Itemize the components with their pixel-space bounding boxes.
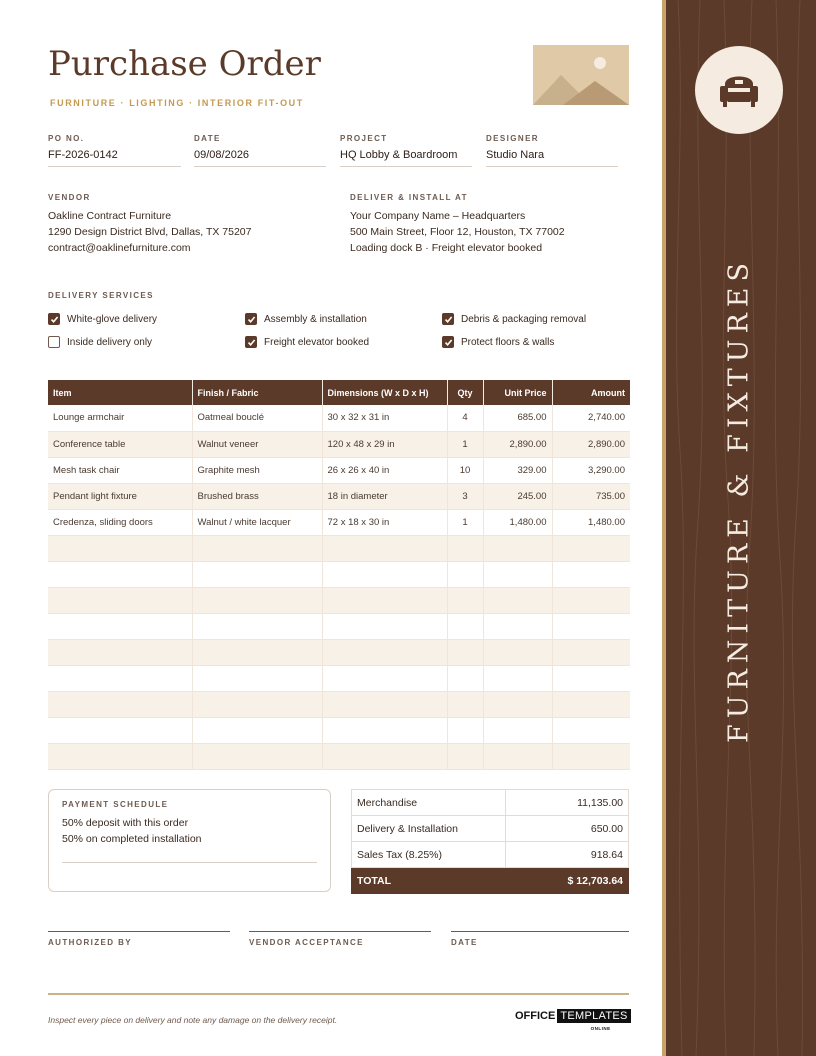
table-row — [48, 587, 630, 613]
deliver-block — [350, 192, 565, 256]
unit-price-cell — [483, 691, 552, 717]
amount-cell: 2,890.00 — [552, 431, 630, 457]
sales-tax-value: 918.64 — [506, 842, 629, 868]
unit-price-cell: 245.00 — [483, 483, 552, 509]
qty-cell — [447, 639, 483, 665]
footer-divider — [48, 993, 629, 995]
dimensions-cell: 26 x 26 x 40 in — [322, 457, 447, 483]
vendor-name: Oakline Contract Furniture — [48, 210, 172, 222]
vendor-email: contract@oaklinefurniture.com — [48, 242, 191, 254]
totals-table — [351, 789, 629, 894]
dimensions-cell — [322, 743, 447, 769]
dimensions-cell: 30 x 32 x 31 in — [322, 405, 447, 431]
service-label: Protect floors & walls — [461, 336, 555, 348]
service-label: White-glove delivery — [67, 313, 158, 325]
checkbox-checked-icon[interactable] — [442, 336, 454, 348]
amount-cell — [552, 561, 630, 587]
col-header-amount: Amount — [552, 380, 630, 405]
deliver-label: DELIVER & INSTALL AT — [350, 193, 468, 202]
table-row — [48, 639, 630, 665]
unit-price-cell: 685.00 — [483, 405, 552, 431]
service-option[interactable] — [245, 336, 369, 348]
table-row — [48, 509, 630, 535]
dimensions-cell — [322, 613, 447, 639]
item-cell: Pendant light fixture — [48, 483, 192, 509]
table-row — [48, 405, 630, 431]
signature-date[interactable] — [451, 931, 629, 947]
qty-cell — [447, 561, 483, 587]
designer-value: Studio Nara — [486, 149, 618, 167]
item-cell — [48, 561, 192, 587]
finish-cell — [192, 535, 322, 561]
unit-price-cell — [483, 587, 552, 613]
col-header-item: Item — [48, 380, 192, 405]
dimensions-cell — [322, 691, 447, 717]
qty-cell — [447, 535, 483, 561]
unit-price-cell — [483, 613, 552, 639]
finish-cell — [192, 587, 322, 613]
dimensions-cell — [322, 717, 447, 743]
table-row — [48, 535, 630, 561]
page-title: Purchase Order — [48, 44, 321, 84]
table-row — [48, 431, 630, 457]
amount-cell — [552, 535, 630, 561]
table-row — [48, 483, 630, 509]
qty-cell — [447, 665, 483, 691]
qty-cell: 1 — [447, 431, 483, 457]
po-number-field — [48, 134, 181, 167]
delivery-label: Delivery & Installation — [352, 816, 506, 842]
vendor-label: VENDOR — [48, 193, 91, 202]
deliver-company: Your Company Name – Headquarters — [350, 210, 526, 222]
checkbox-unchecked-icon[interactable] — [48, 336, 60, 348]
table-row — [48, 613, 630, 639]
service-option[interactable] — [442, 336, 554, 348]
service-option[interactable] — [442, 313, 586, 325]
checkbox-checked-icon[interactable] — [245, 336, 257, 348]
amount-cell — [552, 587, 630, 613]
qty-cell: 4 — [447, 405, 483, 431]
merchandise-label: Merchandise — [352, 790, 506, 816]
table-row — [48, 561, 630, 587]
item-cell: Credenza, sliding doors — [48, 509, 192, 535]
finish-cell — [192, 717, 322, 743]
grand-total-label: TOTAL — [352, 868, 506, 894]
qty-cell — [447, 587, 483, 613]
checkbox-checked-icon[interactable] — [48, 313, 60, 325]
dimensions-cell: 72 x 18 x 30 in — [322, 509, 447, 535]
dimensions-cell: 18 in diameter — [322, 483, 447, 509]
landscape-placeholder-icon — [533, 45, 629, 105]
unit-price-cell — [483, 743, 552, 769]
finish-cell: Brushed brass — [192, 483, 322, 509]
brand-online: ONLINE — [590, 1026, 611, 1031]
signature-vendor[interactable] — [249, 931, 431, 947]
band-title: FURNITURE & FIXTURES — [723, 256, 755, 744]
amount-cell: 735.00 — [552, 483, 630, 509]
col-header-finish: Finish / Fabric — [192, 380, 322, 405]
project-field — [340, 134, 472, 167]
item-cell — [48, 743, 192, 769]
brand-office: OFFICE — [515, 1010, 556, 1022]
item-cell — [48, 613, 192, 639]
table-row — [48, 665, 630, 691]
delivery-services-label: DELIVERY SERVICES — [48, 291, 154, 300]
qty-cell — [447, 743, 483, 769]
table-row — [48, 717, 630, 743]
col-header-unit-price: Unit Price — [483, 380, 552, 405]
dimensions-cell — [322, 639, 447, 665]
signature-label: DATE — [451, 938, 478, 947]
unit-price-cell — [483, 535, 552, 561]
designer-field — [486, 134, 618, 167]
unit-price-cell — [483, 717, 552, 743]
totals-row — [352, 816, 629, 842]
service-option[interactable] — [245, 313, 367, 325]
finish-cell: Walnut veneer — [192, 431, 322, 457]
amount-cell: 3,290.00 — [552, 457, 630, 483]
finish-cell — [192, 691, 322, 717]
payment-line: 50% deposit with this order — [62, 817, 189, 829]
items-table — [48, 380, 630, 770]
sales-tax-label: Sales Tax (8.25%) — [352, 842, 506, 868]
dimensions-cell — [322, 535, 447, 561]
finish-cell — [192, 665, 322, 691]
item-cell: Mesh task chair — [48, 457, 192, 483]
amount-cell — [552, 665, 630, 691]
qty-cell — [447, 613, 483, 639]
amount-cell — [552, 717, 630, 743]
amount-cell — [552, 639, 630, 665]
date-label: DATE — [194, 134, 221, 143]
vendor-address: 1290 Design District Blvd, Dallas, TX 75207 — [48, 226, 252, 238]
finish-cell — [192, 561, 322, 587]
item-cell — [48, 691, 192, 717]
finish-cell — [192, 639, 322, 665]
project-value: HQ Lobby & Boardroom — [340, 149, 472, 167]
brand-templates: TEMPLATES — [557, 1009, 630, 1023]
checkbox-checked-icon[interactable] — [245, 313, 257, 325]
unit-price-cell: 2,890.00 — [483, 431, 552, 457]
table-row — [48, 457, 630, 483]
service-option[interactable] — [48, 313, 157, 325]
delivery-value: 650.00 — [506, 816, 629, 842]
items-header-row — [48, 380, 630, 405]
service-label: Freight elevator booked — [264, 336, 370, 348]
divider — [62, 862, 317, 863]
dimensions-cell — [322, 587, 447, 613]
delivery-services — [48, 291, 154, 300]
item-cell: Lounge armchair — [48, 405, 192, 431]
deliver-address: 500 Main Street, Floor 12, Houston, TX 77002 — [350, 226, 565, 238]
qty-cell: 1 — [447, 509, 483, 535]
finish-cell: Oatmeal bouclé — [192, 405, 322, 431]
armchair-icon — [695, 46, 783, 134]
signature-authorized[interactable] — [48, 931, 230, 947]
dimensions-cell — [322, 665, 447, 691]
grand-total-value: $ 12,703.64 — [506, 868, 629, 894]
payment-schedule-label: PAYMENT SCHEDULE — [62, 800, 169, 809]
dimensions-cell: 120 x 48 x 29 in — [322, 431, 447, 457]
date-field — [194, 134, 326, 167]
payment-line: 50% on completed installation — [62, 833, 202, 845]
item-cell — [48, 665, 192, 691]
vendor-block — [48, 192, 252, 256]
service-option[interactable] — [48, 336, 152, 348]
table-row — [48, 743, 630, 769]
service-label: Debris & packaging removal — [461, 313, 587, 325]
signature-label: VENDOR ACCEPTANCE — [249, 938, 364, 947]
merchandise-value: 11,135.00 — [506, 790, 629, 816]
signature-label: AUTHORIZED BY — [48, 938, 132, 947]
po-number-value: FF-2026-0142 — [48, 149, 181, 167]
table-row — [48, 691, 630, 717]
finish-cell: Graphite mesh — [192, 457, 322, 483]
finish-cell — [192, 743, 322, 769]
unit-price-cell: 1,480.00 — [483, 509, 552, 535]
amount-cell: 2,740.00 — [552, 405, 630, 431]
qty-cell — [447, 717, 483, 743]
unit-price-cell: 329.00 — [483, 457, 552, 483]
col-header-qty: Qty — [447, 380, 483, 405]
finish-cell: Walnut / white lacquer — [192, 509, 322, 535]
brand-logo — [515, 1009, 631, 1031]
unit-price-cell — [483, 639, 552, 665]
item-cell — [48, 535, 192, 561]
qty-cell — [447, 691, 483, 717]
unit-price-cell — [483, 665, 552, 691]
amount-cell — [552, 613, 630, 639]
finish-cell — [192, 613, 322, 639]
service-label: Assembly & installation — [264, 313, 367, 325]
dimensions-cell — [322, 561, 447, 587]
date-value: 09/08/2026 — [194, 149, 326, 167]
amount-cell: 1,480.00 — [552, 509, 630, 535]
amount-cell — [552, 691, 630, 717]
designer-label: DESIGNER — [486, 134, 539, 143]
project-label: PROJECT — [340, 134, 388, 143]
grand-total-row — [352, 868, 629, 894]
totals-row — [352, 790, 629, 816]
service-label: Inside delivery only — [67, 336, 153, 348]
item-cell — [48, 717, 192, 743]
unit-price-cell — [483, 561, 552, 587]
payment-schedule — [48, 789, 331, 892]
qty-cell: 10 — [447, 457, 483, 483]
item-cell: Conference table — [48, 431, 192, 457]
checkbox-checked-icon[interactable] — [442, 313, 454, 325]
deliver-note: Loading dock B · Freight elevator booked — [350, 242, 543, 254]
col-header-dimensions: Dimensions (W x D x H) — [322, 380, 447, 405]
po-number-label: PO NO. — [48, 134, 85, 143]
item-cell — [48, 587, 192, 613]
item-cell — [48, 639, 192, 665]
footer-note: Inspect every piece on delivery and note any damage on the delivery receipt. — [48, 1015, 338, 1025]
page-subtitle: FURNITURE · LIGHTING · INTERIOR FIT-OUT — [50, 98, 304, 108]
totals-row — [352, 842, 629, 868]
qty-cell: 3 — [447, 483, 483, 509]
side-band — [662, 0, 816, 1056]
amount-cell — [552, 743, 630, 769]
